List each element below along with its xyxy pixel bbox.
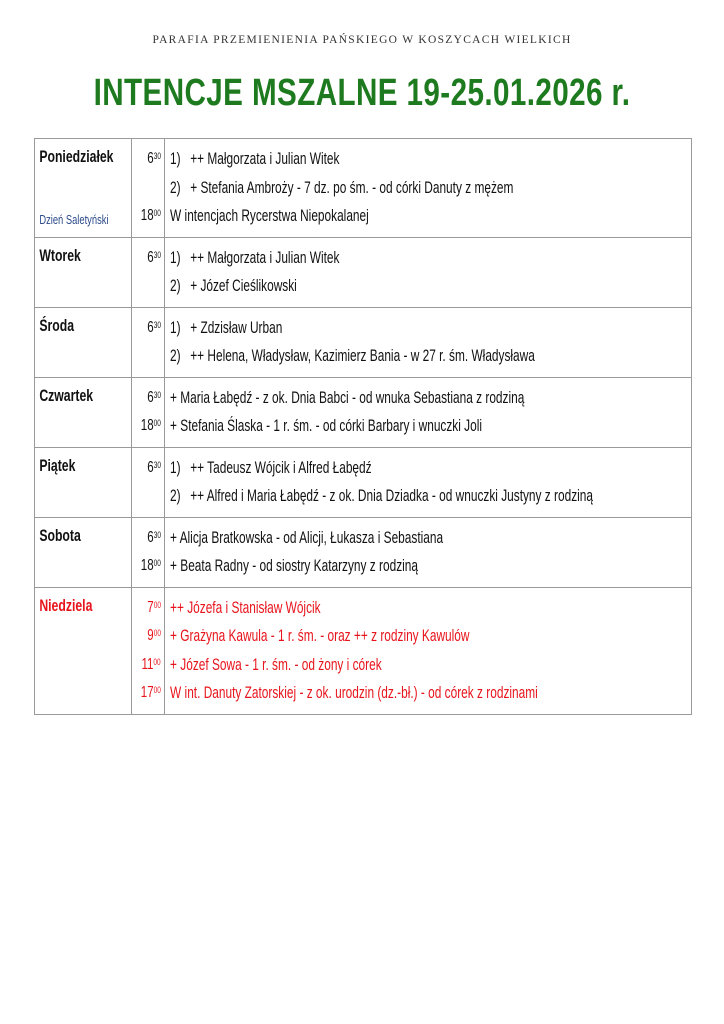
- day-name: Sobota: [39, 525, 81, 545]
- mass-hour: 6: [147, 150, 154, 167]
- mass-minute: 00: [153, 685, 161, 695]
- day-cell: [35, 307, 132, 377]
- mass-hour: 9: [147, 627, 154, 644]
- intention-text: + Józef Cieślikowski: [190, 277, 297, 295]
- intention-entry: [165, 679, 544, 708]
- intention-text: ++ Józefa i Stanisław Wójcik: [170, 598, 321, 617]
- day-row: [35, 307, 692, 377]
- day-cell: [35, 237, 132, 307]
- intention-entry: [165, 594, 544, 623]
- intention-text: ++ Alfred i Maria Łabędź - z ok. Dnia Dziadka - od wnuczki Justyny z rodziną: [190, 487, 593, 505]
- intention-text: + Józef Sowa - 1 r. śm. - od żony i córek: [170, 655, 382, 674]
- mass-time: [132, 272, 164, 301]
- page-title: INTENCJE MSZALNE 19-25.01.2026 r.: [93, 72, 631, 114]
- intention-entry: [165, 622, 544, 651]
- intention-text: W int. Danuty Zatorskiej - z ok. urodzin (dz.-bł.) - od córek z rodzinami: [170, 684, 538, 702]
- mass-time: [132, 679, 164, 708]
- intention-entry: [165, 145, 544, 174]
- day-cell: [35, 139, 132, 238]
- entry-number: 1): [170, 458, 181, 477]
- intention-entry: [165, 384, 544, 413]
- intention-entry: [165, 482, 593, 511]
- mass-minute: 00: [153, 208, 161, 218]
- entry-number: 2): [170, 487, 181, 505]
- mass-time: [132, 594, 164, 623]
- intentions-cell: [165, 587, 692, 714]
- mass-hour: 18: [140, 557, 154, 574]
- mass-hour: 7: [147, 598, 154, 616]
- intentions-cell: [165, 517, 692, 587]
- time-cell: [132, 447, 165, 517]
- mass-time: [132, 244, 164, 273]
- intentions-table: [34, 138, 692, 715]
- intention-entry: [165, 342, 544, 371]
- intention-entry: [165, 202, 544, 231]
- intention-text: W intencjach Rycerstwa Niepokalanej: [170, 207, 369, 225]
- mass-minute: 00: [153, 418, 161, 428]
- intention-entry: [165, 651, 544, 680]
- mass-time: [132, 622, 164, 651]
- mass-time: [132, 174, 164, 203]
- intention-entry: [165, 244, 544, 273]
- intention-entry: [165, 524, 544, 553]
- mass-time: [132, 342, 164, 371]
- intentions-cell: [165, 307, 692, 377]
- mass-time: [132, 524, 164, 553]
- intention-entry: [165, 552, 544, 581]
- intentions-cell: [165, 377, 692, 447]
- day-name: Wtorek: [39, 245, 81, 265]
- mass-hour: 11: [141, 655, 154, 673]
- mass-minute: 30: [153, 151, 161, 161]
- time-cell: [132, 587, 165, 714]
- day-row: [35, 139, 692, 238]
- mass-time: [132, 552, 164, 581]
- intention-text: + Alicja Bratkowska - od Alicji, Łukasza i Sebastiana: [170, 528, 444, 547]
- entry-number: 1): [170, 150, 181, 168]
- mass-hour: 17: [140, 684, 154, 701]
- intention-entry: [165, 272, 544, 301]
- day-row: [35, 237, 692, 307]
- mass-hour: 6: [147, 458, 154, 476]
- mass-minute: 00: [153, 656, 161, 667]
- intention-text: ++ Małgorzata i Julian Witek: [190, 248, 340, 267]
- mass-hour: 6: [147, 528, 154, 546]
- intention-text: + Grażyna Kawula - 1 r. śm. - oraz ++ z rodziny Kawulów: [170, 627, 470, 645]
- mass-time: [132, 651, 164, 680]
- entry-number: 2): [170, 178, 181, 197]
- mass-hour: 18: [140, 207, 154, 224]
- day-cell: [35, 517, 132, 587]
- mass-time: [132, 412, 164, 441]
- day-row: [35, 447, 692, 517]
- mass-time: [132, 314, 164, 343]
- mass-hour: 18: [140, 417, 154, 434]
- day-row: [35, 377, 692, 447]
- mass-minute: 30: [153, 249, 161, 260]
- mass-time: [132, 145, 164, 174]
- time-cell: [132, 517, 165, 587]
- mass-time: [132, 454, 164, 483]
- mass-minute: 30: [153, 459, 161, 470]
- mass-time: [132, 482, 164, 511]
- intention-text: + Maria Łabędź - z ok. Dnia Babci - od wnuka Sebastiana z rodziną: [170, 388, 525, 407]
- intention-entry: [165, 454, 544, 483]
- mass-time: [132, 384, 164, 413]
- intention-entry: [165, 174, 544, 203]
- intention-text: + Zdzisław Urban: [190, 318, 283, 337]
- day-row: [35, 517, 692, 587]
- intention-entry: [165, 412, 544, 441]
- time-cell: [132, 237, 165, 307]
- day-name: Poniedziałek: [39, 147, 114, 166]
- mass-minute: 30: [153, 319, 161, 330]
- mass-hour: 6: [147, 248, 154, 266]
- parish-name: PARAFIA PRZEMIENIENIA PAŃSKIEGO W KOSZYCACH WIELKICH: [152, 34, 572, 46]
- entry-number: 1): [170, 248, 181, 267]
- mass-hour: 6: [147, 388, 154, 406]
- entry-number: 1): [170, 318, 181, 337]
- intention-text: ++ Małgorzata i Julian Witek: [190, 150, 340, 168]
- day-note: Dzień Saletyński: [39, 211, 109, 227]
- time-cell: [132, 307, 165, 377]
- entry-number: 2): [170, 277, 181, 295]
- intention-entry: [165, 314, 544, 343]
- day-cell: [35, 447, 132, 517]
- mass-minute: 00: [153, 599, 161, 610]
- entry-number: 2): [170, 347, 181, 365]
- intention-text: + Stefania Ambroży - 7 dz. po śm. - od córki Danuty z mężem: [190, 178, 514, 197]
- time-cell: [132, 377, 165, 447]
- intention-text: + Stefania Ślaska - 1 r. śm. - od córki Barbary i wnuczki Joli: [170, 417, 483, 435]
- day-name: Niedziela: [39, 595, 93, 615]
- intention-text: ++ Tadeusz Wójcik i Alfred Łabędź: [190, 458, 372, 477]
- day-row: [35, 587, 692, 714]
- mass-hour: 6: [147, 318, 154, 336]
- intentions-cell: [165, 447, 692, 517]
- day-name: Środa: [39, 315, 75, 335]
- intentions-cell: [165, 139, 692, 238]
- intentions-cell: [165, 237, 692, 307]
- intention-text: + Beata Radny - od siostry Katarzyny z rodziną: [170, 557, 418, 575]
- mass-minute: 00: [153, 628, 161, 638]
- day-name: Piątek: [39, 455, 76, 475]
- day-cell: [35, 377, 132, 447]
- mass-minute: 30: [153, 529, 161, 540]
- mass-minute: 30: [153, 389, 161, 400]
- day-name: Czwartek: [39, 385, 94, 405]
- intention-text: ++ Helena, Władysław, Kazimierz Bania - w 27 r. śm. Władysława: [190, 347, 535, 365]
- day-cell: [35, 587, 132, 714]
- mass-minute: 00: [153, 558, 161, 568]
